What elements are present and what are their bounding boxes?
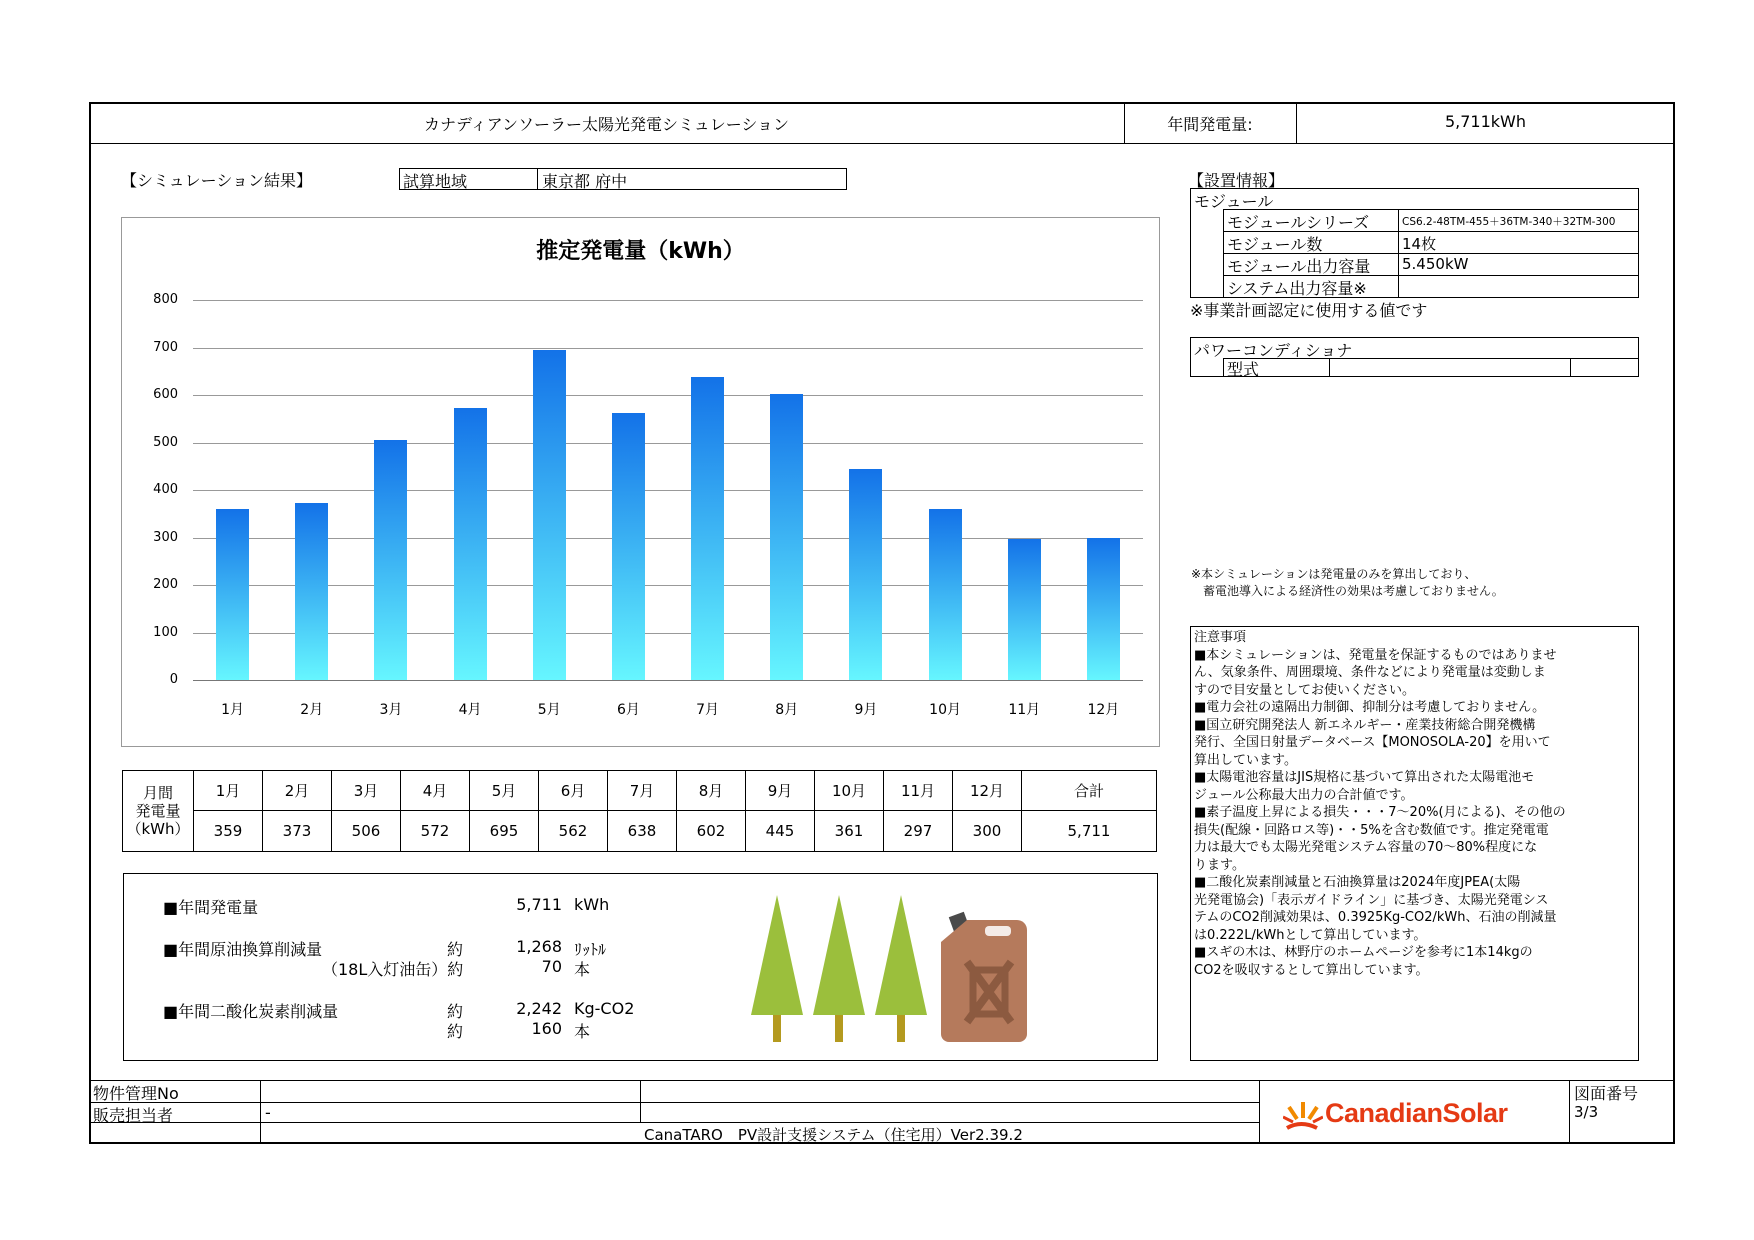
month-header: 8月 [677, 771, 746, 811]
chart-bar [691, 377, 724, 680]
tree-icon [875, 895, 927, 1042]
month-header: 12月 [953, 771, 1022, 811]
note-line: は0.222L/kWhとして算出しています。 [1194, 927, 1427, 943]
monthly-row-header: 月間 発電量 （kWh） [123, 771, 194, 852]
note-line: ■太陽電池容量はJIS規格に基づいて算出された太陽電池モ [1194, 770, 1535, 785]
chart-gridline [193, 680, 1143, 681]
month-value: 297 [884, 811, 953, 852]
chart-bar [1087, 538, 1120, 681]
region-label: 試算地域 [403, 172, 468, 191]
co2-approx: 約 [447, 1002, 464, 1021]
drawing-no-label: 図面番号 [1574, 1084, 1639, 1103]
month-header: 6月 [539, 771, 608, 811]
total-header: 合計 [1022, 771, 1157, 811]
trees-and-can-illustration [745, 890, 1075, 1050]
tree-value: 160 [531, 1019, 562, 1038]
chart-gridline [193, 348, 1143, 349]
x-tick-label: 8月 [775, 702, 799, 718]
count-value: 14枚 [1402, 235, 1437, 253]
total-value: 5,711 [1022, 811, 1157, 852]
pcs-header: パワーコンディショナ [1194, 341, 1353, 360]
note-line: CO2を吸収するとして算出しています。 [1194, 962, 1429, 978]
chart-gridline [193, 585, 1143, 586]
co2-label: ■年間二酸化炭素削減量 [163, 1002, 339, 1021]
module-header: モジュール [1194, 192, 1274, 211]
y-tick-label: 300 [153, 529, 178, 545]
month-header: 4月 [401, 771, 470, 811]
month-header: 7月 [608, 771, 677, 811]
month-value: 695 [470, 811, 539, 852]
notes-panel [1190, 626, 1639, 1061]
chart-gridline [193, 300, 1143, 301]
x-tick-label: 12月 [1087, 702, 1120, 718]
co2-value: 2,242 [516, 999, 562, 1018]
footer-sep-1 [260, 1080, 261, 1144]
x-tick-label: 11月 [1008, 702, 1041, 718]
jerry-can-icon [941, 912, 1027, 1042]
month-value: 359 [194, 811, 263, 852]
header-divider [89, 143, 1675, 144]
chart-gridline [193, 633, 1143, 634]
series-label: モジュールシリーズ [1227, 213, 1370, 232]
footer-top-line [89, 1080, 1675, 1081]
y-tick-label: 700 [153, 339, 178, 355]
annual-gen-unit: kWh [574, 895, 610, 914]
x-tick-label: 1月 [221, 702, 245, 718]
y-tick-label: 800 [153, 292, 178, 307]
x-tick-label: 3月 [379, 702, 403, 718]
note-line: 発行、全国日射量データベース【MONOSOLA-20】を用いて [1194, 735, 1551, 750]
month-value: 602 [677, 811, 746, 852]
co2-unit: Kg-CO2 [574, 999, 635, 1018]
system-capacity-label: システム出力容量※ [1227, 279, 1367, 298]
disclaimer-line-2: 蓄電池導入による経済性の効果は考慮しておりません。 [1203, 584, 1504, 598]
install-title: 【設置情報】 [1188, 171, 1285, 190]
month-value: 361 [815, 811, 884, 852]
note-line: 損失(配線・回路ロス等)・・5%を含む数値です。推定発電電 [1194, 822, 1549, 838]
x-tick-label: 6月 [616, 702, 640, 718]
notes-content [1194, 629, 1634, 979]
note-line: 光発電協会)「表示ガイドライン」に基づき、太陽光発電シス [1194, 892, 1549, 908]
month-header: 9月 [746, 771, 815, 811]
note-line: ります。 [1194, 857, 1245, 873]
y-tick-label: 200 [153, 577, 178, 592]
oil-value: 1,268 [516, 937, 562, 956]
disclaimer-line-1: ※本シミュレーションは発電量のみを算出しており、 [1191, 567, 1477, 581]
footer-sep-3 [1259, 1080, 1260, 1144]
x-tick-label: 10月 [929, 702, 961, 718]
chart-bar [374, 440, 407, 680]
chart-bar [612, 413, 645, 680]
system-name: CanaTARO PV設計支援システム（住宅用）Ver2.39.2 [644, 1126, 1023, 1144]
chart-bar [929, 509, 962, 680]
tree-approx: 約 [447, 1022, 464, 1041]
y-tick-label: 500 [153, 434, 178, 450]
capacity-label: モジュール出力容量 [1227, 257, 1371, 276]
note-line: ■本シミュレーションは、発電量を保証するものではありませ [1194, 647, 1557, 663]
tree-icon [751, 895, 803, 1042]
month-header: 1月 [194, 771, 263, 811]
capacity-value: 5.450kW [1402, 255, 1469, 273]
x-tick-label: 5月 [537, 702, 561, 718]
month-header: 10月 [815, 771, 884, 811]
month-value: 300 [953, 811, 1022, 852]
region-box [399, 168, 847, 190]
chart-gridline [193, 538, 1143, 539]
chart-bar [1008, 539, 1041, 680]
pcs-type-label: 型式 [1227, 360, 1260, 379]
month-value: 373 [263, 811, 332, 852]
chart-title: 推定発電量（kWh） [536, 239, 745, 264]
note-line: すので目安量としてお使いください。 [1194, 682, 1416, 698]
can-unit: 本 [574, 960, 591, 979]
footer-sep-2 [640, 1080, 641, 1122]
oil-approx: 約 [447, 940, 464, 959]
note-line: 算出しています。 [1194, 752, 1297, 768]
note-line: ジュール公称最大出力の合計値です。 [1194, 787, 1414, 803]
tree-icon [813, 895, 865, 1042]
property-label: 物件管理No [93, 1084, 179, 1103]
oil-unit: ﾘｯﾄﾙ [574, 940, 607, 959]
footer-low-line [89, 1122, 1259, 1123]
x-tick-label: 2月 [300, 702, 324, 718]
chart-gridline [193, 395, 1143, 396]
pcs-box [1190, 337, 1639, 377]
annual-gen-value: 5,711 [516, 895, 562, 914]
month-value: 445 [746, 811, 815, 852]
y-tick-label: 400 [153, 482, 178, 497]
chart-gridline [193, 443, 1143, 444]
brand-name: CanadianSolar [1325, 1098, 1508, 1128]
annual-gen-label: ■年間発電量 [163, 898, 259, 917]
count-label: モジュール数 [1227, 235, 1323, 254]
chart-bar [295, 503, 328, 680]
chart-bar [770, 394, 803, 680]
chart-bar [454, 408, 487, 680]
month-header: 3月 [332, 771, 401, 811]
month-value: 506 [332, 811, 401, 852]
annual-value: 5,711kWh [1444, 112, 1527, 131]
oil-label: ■年間原油換算削減量 [163, 940, 323, 959]
series-value: CS6.2-48TM-455＋36TM-340＋32TM-300 [1402, 216, 1616, 228]
y-tick-label: 100 [153, 624, 178, 640]
region-value: 東京都 府中 [542, 172, 628, 191]
month-value: 638 [608, 811, 677, 852]
brand-logo [1283, 1098, 1523, 1132]
notes-title: 注意事項 [1194, 630, 1247, 645]
note-line: 力は最大でも太陽光発電システム容量の70～80%程度にな [1194, 840, 1538, 855]
note-line: ■素子温度上昇による損失・・・7～20%(月による)、その他の [1194, 805, 1566, 820]
module-box [1190, 188, 1639, 298]
note-line: ■スギの木は、林野庁のホームページを参考に1本14kgの [1194, 945, 1533, 960]
x-tick-label: 7月 [696, 702, 720, 718]
sales-value: - [265, 1103, 271, 1122]
sales-label: 販売担当者 [93, 1106, 174, 1125]
can-value: 70 [541, 957, 562, 976]
note-line: テムのCO2削減効果は、0.3925Kg-CO2/kWh、石油の削減量 [1194, 910, 1557, 925]
chart-bar [216, 509, 249, 680]
month-header: 5月 [470, 771, 539, 811]
y-tick-label: 0 [169, 672, 178, 687]
monthly-table [122, 770, 1157, 852]
annual-label: 年間発電量: [1167, 115, 1253, 134]
y-tick-label: 600 [153, 387, 178, 402]
x-tick-label: 9月 [854, 702, 878, 718]
note-line: ■国立研究開発法人 新エネルギー・産業技術総合開発機構 [1194, 717, 1536, 733]
page-title: カナディアンソーラー太陽光発電シミュレーション [423, 115, 790, 134]
x-tick-label: 4月 [458, 702, 482, 718]
sim-result-label: 【シミュレーション結果】 [121, 171, 313, 190]
chart-gridline [193, 490, 1143, 491]
note-line: ん、気象条件、周囲環境、条件などにより発電量は変動しま [1194, 665, 1546, 680]
footer-sep-4 [1569, 1080, 1570, 1144]
month-value: 572 [401, 811, 470, 852]
month-header: 11月 [884, 771, 953, 811]
month-value: 562 [539, 811, 608, 852]
note-line: ■二酸化炭素削減量と石油換算量は2024年度JPEA(太陽 [1194, 875, 1521, 890]
note-line: ■電力会社の遠隔出力制御、抑制分は考慮しておりません。 [1194, 700, 1546, 715]
chart-bar [849, 469, 882, 680]
install-footnote: ※事業計画認定に使用する値です [1190, 301, 1428, 320]
drawing-no-value: 3/3 [1574, 1103, 1599, 1121]
tree-unit: 本 [574, 1022, 591, 1041]
chart-bar [533, 350, 566, 680]
sun-icon [1283, 1098, 1323, 1132]
month-header: 2月 [263, 771, 332, 811]
can-label: （18L入灯油缶）約 [322, 960, 464, 979]
